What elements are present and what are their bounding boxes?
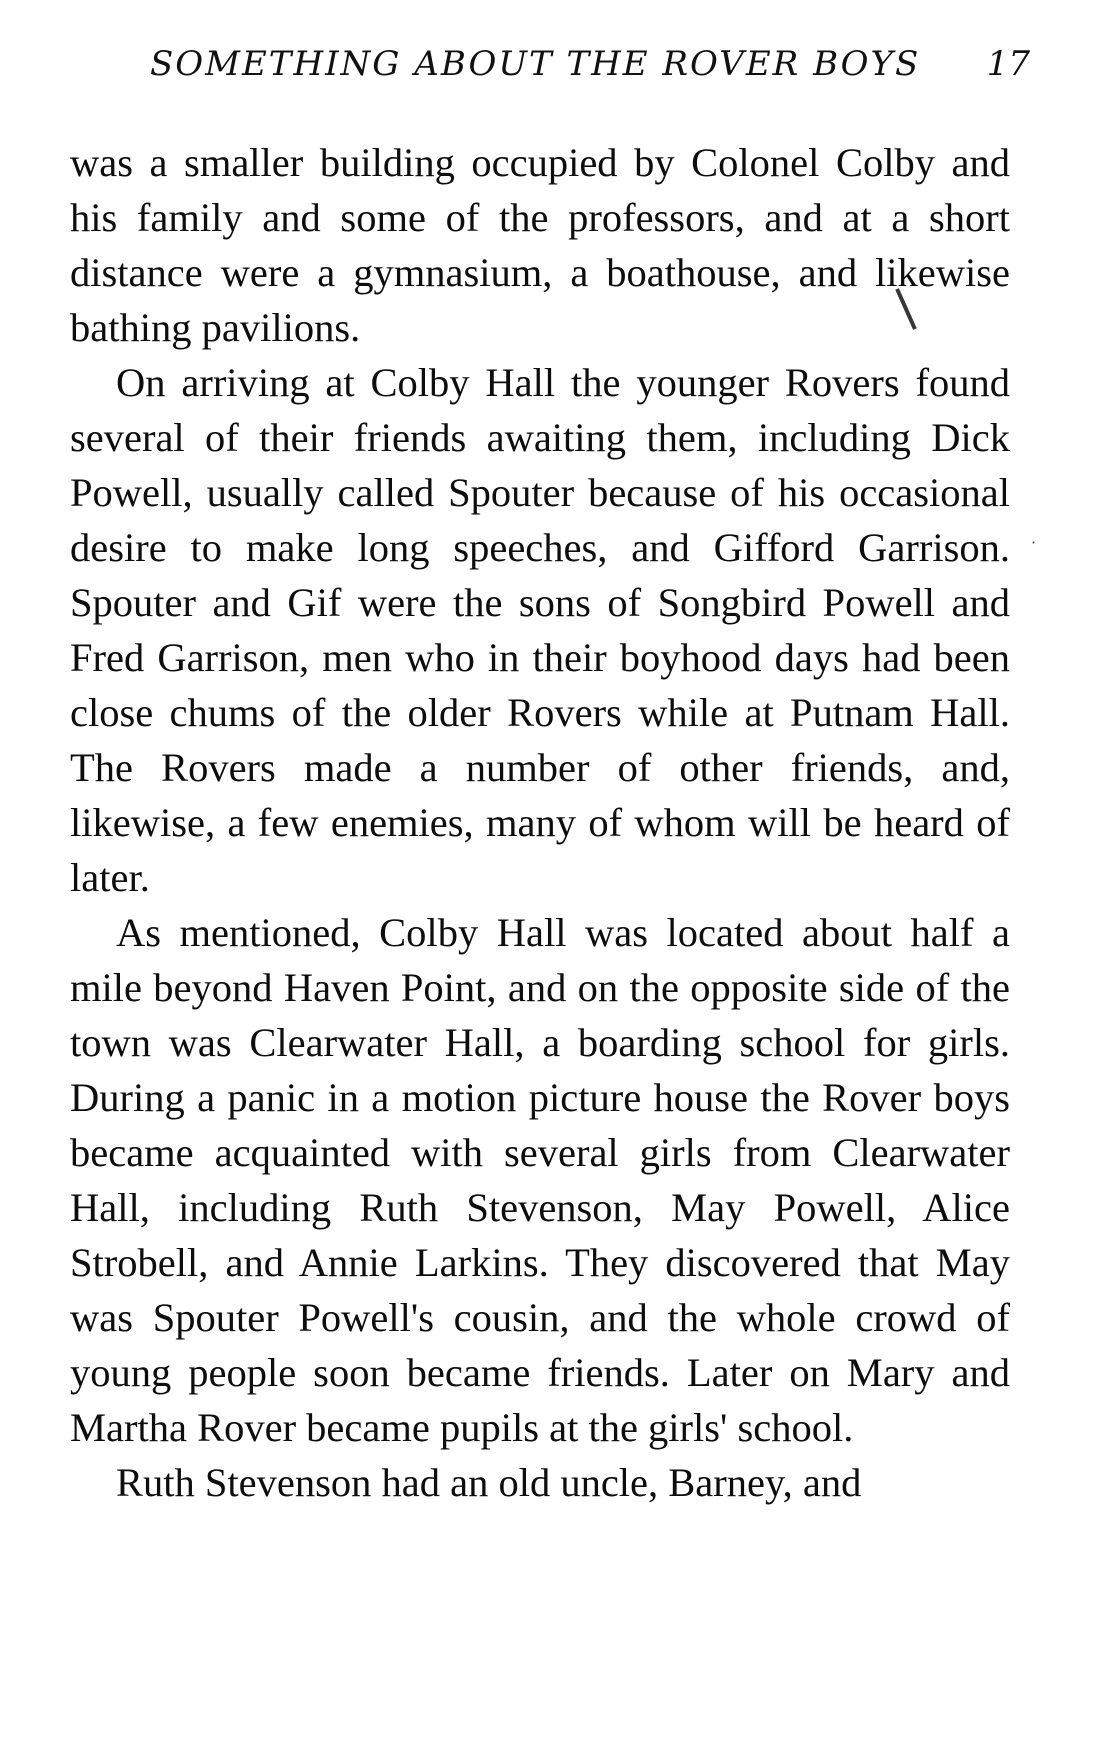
- paragraph-4: Ruth Stevenson had an old uncle, Barney, and: [116, 1460, 862, 1505]
- running-title: SOMETHING ABOUT THE ROVER BOYS: [150, 44, 921, 84]
- paragraph-2: On arriving at Colby Hall the younger Rovers found several of their friends awaiting them, including Dick Powell, usually called Spouter because of his occasional desire to make long speeches, and Gifford Garrison. Spouter and Gif were the sons of Songbird Powell and Fred Garrison, men who in their boyhood days had been close chums of the older Rovers while at Putnam Hall. The Rovers made a number of other friends, and, likewise, a few enemies, many of whom will be heard of later.: [70, 360, 1010, 900]
- page-header: [150, 40, 1030, 100]
- page-number: 17: [986, 44, 1030, 84]
- paragraph-1: was a smaller building occupied by Colonel Colby and his family and some of the professors, and at a short distance were a gymnasium, a boathouse, and likewise bathing pavilions.: [70, 140, 1010, 350]
- paragraph-3: As mentioned, Colby Hall was located about half a mile beyond Haven Point, and on the opposite side of the town was Clearwater Hall, a boarding school for girls. During a panic in a motion picture house the Rover boys became acquainted with several girls from Clearwater Hall, including Ruth Stevenson, May Powell, Alice Strobell, and Annie Larkins. They discovered that May was Spouter Powell's cousin, and the whole crowd of young people soon became friends. Later on Mary and Martha Rover became pupils at the girls' school.: [70, 910, 1010, 1450]
- body-text: [70, 135, 1010, 1510]
- ink-speck: ·: [1031, 533, 1037, 552]
